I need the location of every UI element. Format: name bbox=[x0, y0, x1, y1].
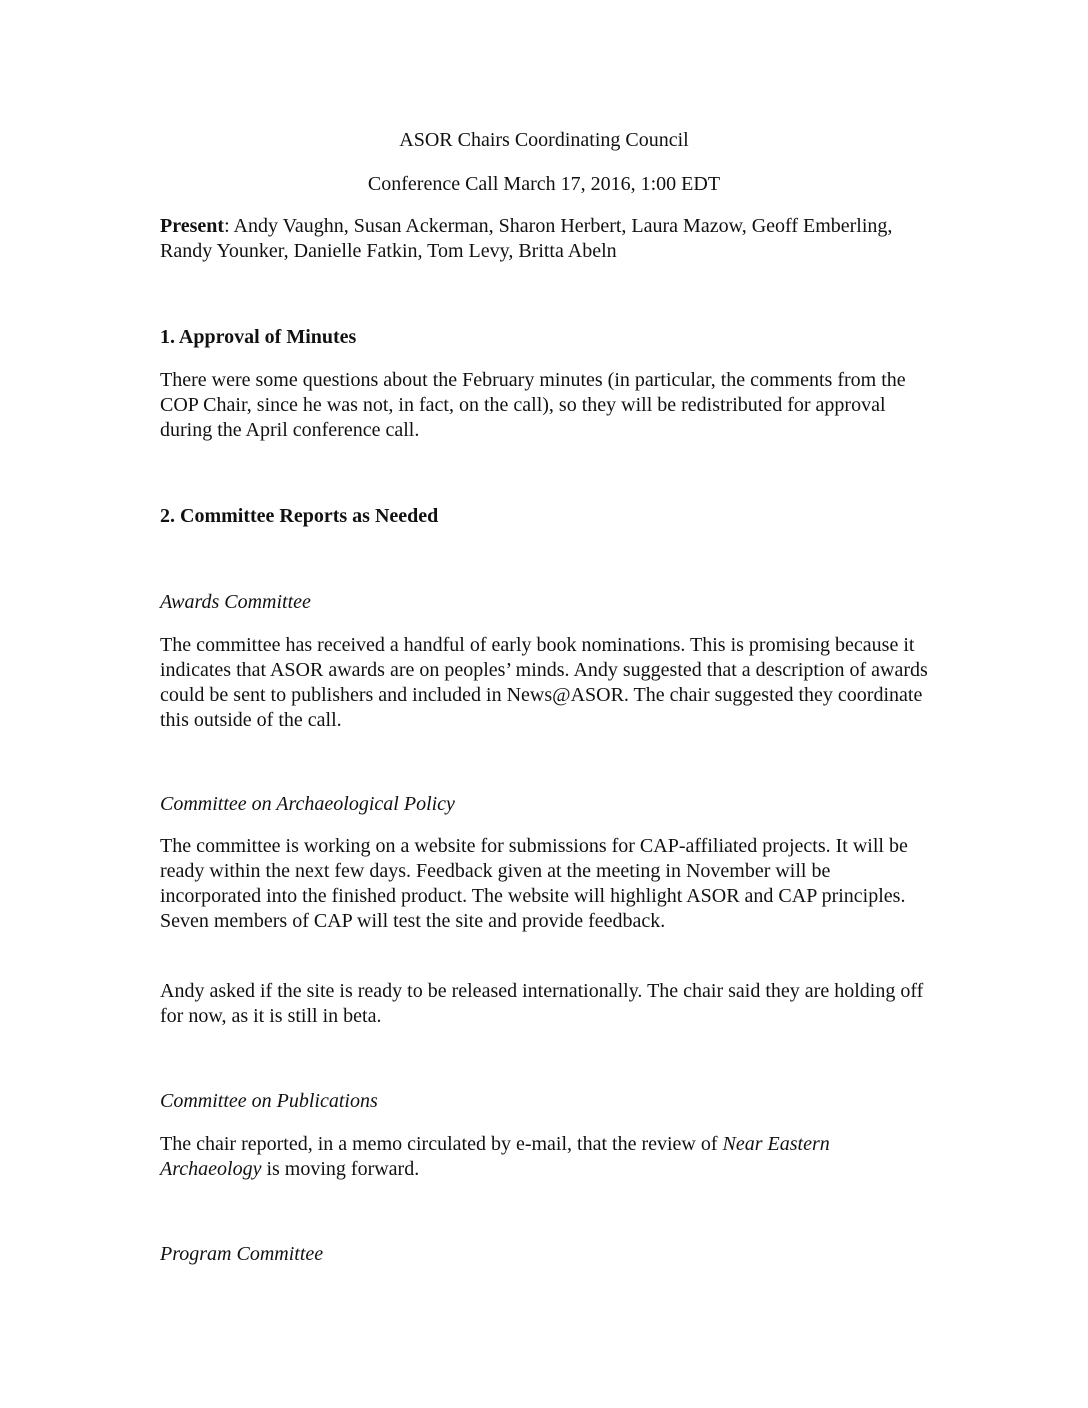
section-heading-reports: 2. Committee Reports as Needed bbox=[160, 505, 439, 527]
subheading-archaeological-policy: Committee on Archaeological Policy bbox=[160, 793, 455, 815]
publications-body-start: The chair reported, in a memo circulated by e-mail, that the review of bbox=[160, 1133, 723, 1155]
present-label: Present bbox=[160, 215, 225, 237]
subheading-program: Program Committee bbox=[160, 1243, 324, 1265]
document-subtitle: Conference Call March 17, 2016, 1:00 EDT bbox=[367, 173, 721, 195]
journal-title: Near Eastern Archaeology bbox=[160, 1133, 830, 1180]
approval-body: There were some questions about the February minutes (in particular, the comments from the COP Chair, since he was not, in fact, on the call), so they will be redistributed for approval during the April conference call. bbox=[160, 369, 906, 441]
publications-body bbox=[160, 1132, 930, 1182]
section-heading-approval: 1. Approval of Minutes bbox=[160, 326, 357, 348]
publications-body-end: is moving forward. bbox=[261, 1158, 420, 1180]
awards-body: The committee has received a handful of early book nominations. This is promising because it indicates that ASOR awards are on peoples’ minds. Andy suggested that a description of awards could be sent to publishers and included in News@ASOR. The chair suggested they coordinate this outside of the call. bbox=[160, 634, 928, 731]
attendees-list: : Andy Vaughn, Susan Ackerman, Sharon Herbert, Laura Mazow, Geoff Emberling, Randy Younker, Danielle Fatkin, Tom Levy, Britta Abeln bbox=[160, 215, 893, 262]
subheading-awards: Awards Committee bbox=[160, 591, 311, 613]
subheading-publications: Committee on Publications bbox=[160, 1090, 378, 1112]
archaeological-policy-body-2: Andy asked if the site is ready to be released internationally. The chair said they are holding off for now, as it is still in beta. bbox=[160, 980, 924, 1027]
archaeological-policy-body-1: The committee is working on a website for submissions for CAP-affiliated projects. It will be ready within the next few days. Feedback given at the meeting in November will be incorporated into the finished product. The website will highlight ASOR and CAP principles. Seven members of CAP will test the site and provide feedback. bbox=[160, 835, 908, 932]
document-title: ASOR Chairs Coordinating Council bbox=[399, 129, 689, 151]
attendees-paragraph bbox=[160, 214, 930, 264]
